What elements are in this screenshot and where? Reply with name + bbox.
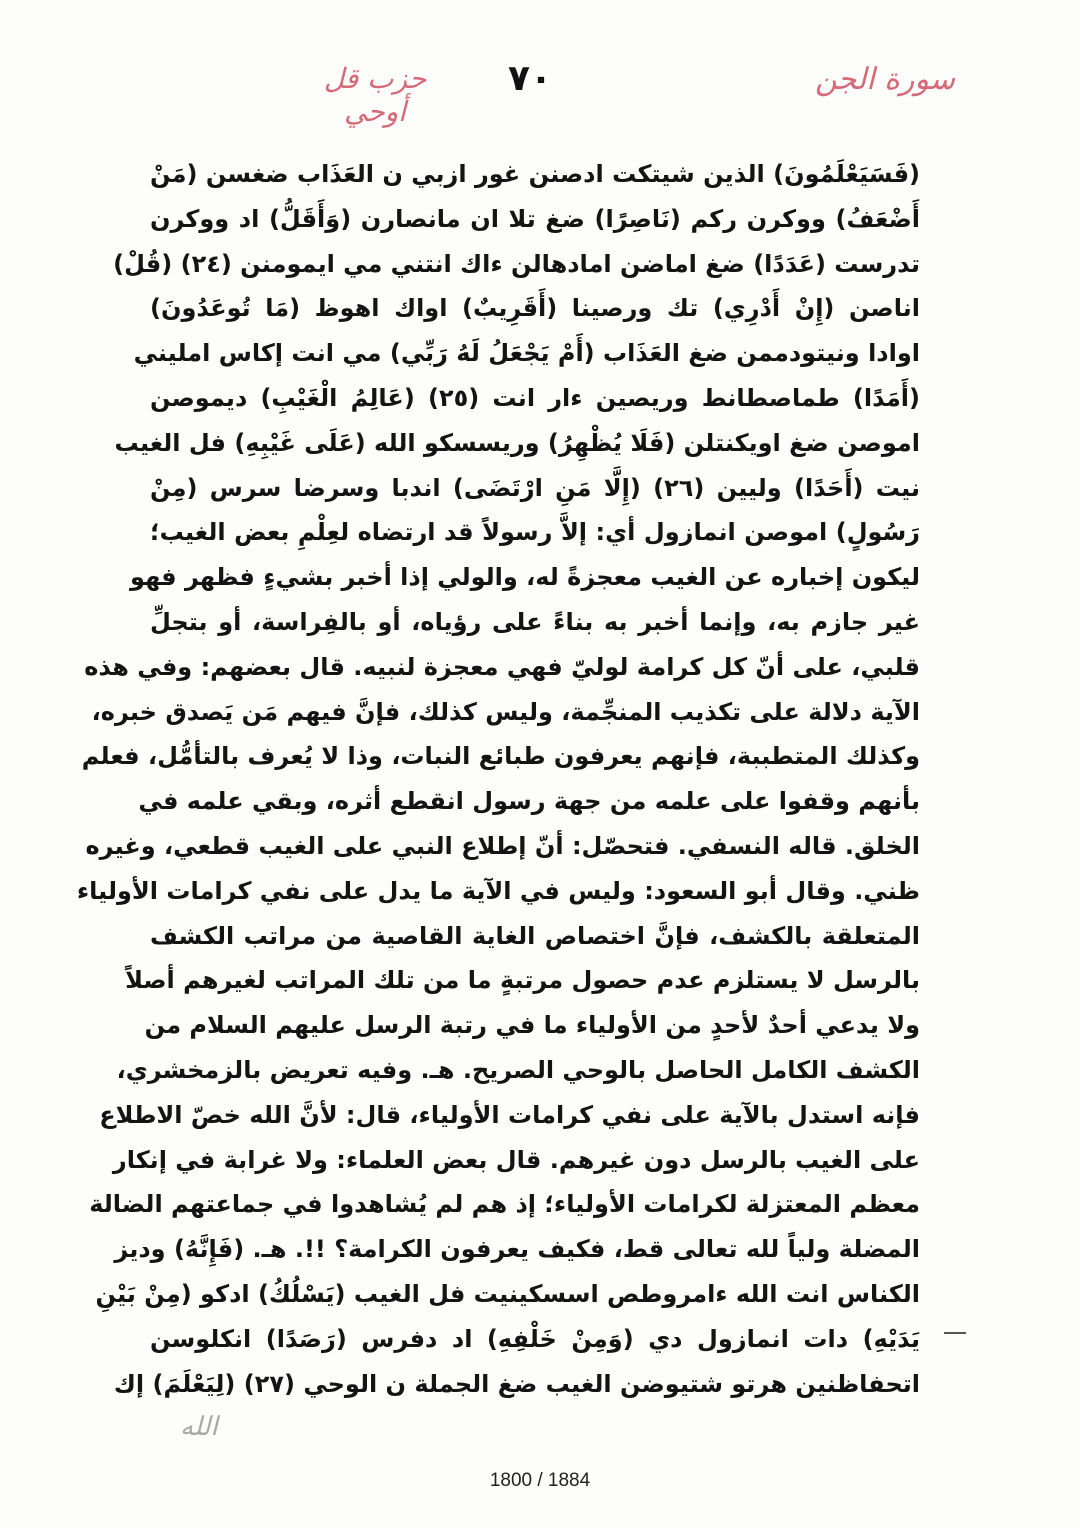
text-line: بالرسل لا يستلزم عدم حصول مرتبةٍ ما من تلك المراتب لغيرهم أصلاً <box>125 966 920 995</box>
text-line: أَضْعَفُ) ووكرن ركم (نَاصِرًا) ضغ تلا ان مانصارن (وَأَقَلُّ) اد ووكرن <box>150 204 920 233</box>
text-line: رَسُولٍ) اموصن انمازول أي: إلاَّ رسولاً قد ارتضاه لعِلْمِ بعض الغيب؛ <box>150 518 920 547</box>
text-line: الآية دلالة على تكذيب المنجِّمة، وليس كذلك، فإنَّ فيهم مَن يَصدق خبره، <box>91 697 920 726</box>
text-line: المتعلقة بالكشف، فإنَّ اختصاص الغاية القاصية من مراتب الكشف <box>150 921 920 950</box>
text-line: اموصن ضغ اويكنتلن (فَلَا يُظْهِرُ) وريسسكو الله (عَلَى غَيْبِهِ) فل الغيب <box>114 428 920 457</box>
text-line: بأنهم وقفوا على علمه من جهة رسول انقطع أثره، وبقي علمه في <box>138 787 920 816</box>
text-line: نيت (أَحَدًا) وليين (٢٦) (إِلَّا مَنِ ارْتَضَى) اندبا وسرضا سرس (مِنْ <box>150 473 920 502</box>
text-line: (أَمَدًا) طماصطانط وريصين ءار انت (٢٥) (عَالِمُ الْغَيْبِ) ديموصن <box>150 383 921 412</box>
text-line: اناصن (إِنْ أَدْرِي) تك ورصينا (أَقَرِيبٌ) اواك اهوظ (مَا تُوعَدُونَ) <box>150 294 920 323</box>
text-line: يَدَيْهِ) دات انمازول دي (وَمِنْ خَلْفِهِ) اد دفرس (رَصَدًا) انكلوسن <box>150 1324 920 1353</box>
text-line: على الغيب بالرسل دون غيرهم. قال بعض العلماء: ولا غرابة في إنكار <box>112 1145 920 1174</box>
text-line: الكشف الكامل الحاصل بالوحي الصريح. هـ. وفيه تعريض بالزمخشري، <box>116 1055 920 1084</box>
text-line: الكناس انت الله ءامروطص اسسكينيت فل الغيب (يَسْلُكُ) ادكو (مِنْ بَيْنِ <box>95 1279 920 1308</box>
margin-mark <box>944 1332 966 1334</box>
text-line: المضلة ولياً لله تعالى قط، فكيف يعرفون الكرامة؟ !!. هـ. (فَإِنَّهُ) وديز <box>114 1235 920 1264</box>
text-line: وكذلك المتطببة، فإنهم يعرفون طبائع النبات، وذا لا يُعرف بالتأمُّل، فعلم <box>81 742 920 771</box>
body-text <box>76 152 921 1406</box>
faded-stamp-glyph: الله <box>180 1412 218 1442</box>
text-line: (فَسَيَعْلَمُونَ) الذين شيتكت ادصنن غور ازبي ن العَذَاب ضغسن (مَنْ <box>150 160 920 188</box>
surah-annotation: سورة الجن <box>814 62 956 97</box>
text-line: ليكون إخباره عن الغيب معجزةً له، والولي إذا أخبر بشيءٍ فظهر فهو <box>130 563 920 592</box>
page-number: ٧٠ <box>508 58 552 99</box>
text-line: غير جازم به، وإنما أخبر به بناءً على رؤياه، أو بالفِراسة، أو بتجلِّ <box>150 607 920 636</box>
text-line: اوادا ونيتودممن ضغ العَذَاب (أَمْ يَجْعَلُ لَهُ رَبِّي) مي انت إكاس امليني <box>133 339 920 368</box>
page-counter: 1800 / 1884 <box>489 1470 591 1491</box>
hizb-annotation: حزب قل أوحي <box>323 62 427 128</box>
text-line: تدرست (عَدَدًا) ضغ اماضن امادهالن ءاك انتني مي ايمومنن (٢٤) (قُلْ) <box>113 249 920 278</box>
text-line: الخلق. قاله النسفي. فتحصّل: أنّ إطلاع النبي على الغيب قطعي، وغيره <box>85 831 920 860</box>
text-line: ظني. وقال أبو السعود: وليس في الآية ما يدل على نفي كرامات الأولياء <box>76 876 920 905</box>
text-line: قلبي، على أنّ كل كرامة لوليّ فهي معجزة لنبيه. قال بعضهم: وفي هذه <box>84 652 920 681</box>
text-line: فإنه استدل بالآية على نفي كرامات الأولياء، قال: لأنَّ الله خصّ الاطلاع <box>99 1100 920 1129</box>
text-line: ولا يدعي أحدٌ لأحدٍ من الأولياء ما في رتبة الرسل عليهم السلام من <box>144 1011 920 1040</box>
text-line: اتحفاظنين هرتو شتيوضن الغيب ضغ الجملة ن الوحي (٢٧) (لِيَعْلَمَ) إك <box>113 1369 920 1398</box>
text-line: معظم المعتزلة لكرامات الأولياء؛ إذ هم لم يُشاهدوا في جماعتهم الضالة <box>89 1190 920 1219</box>
